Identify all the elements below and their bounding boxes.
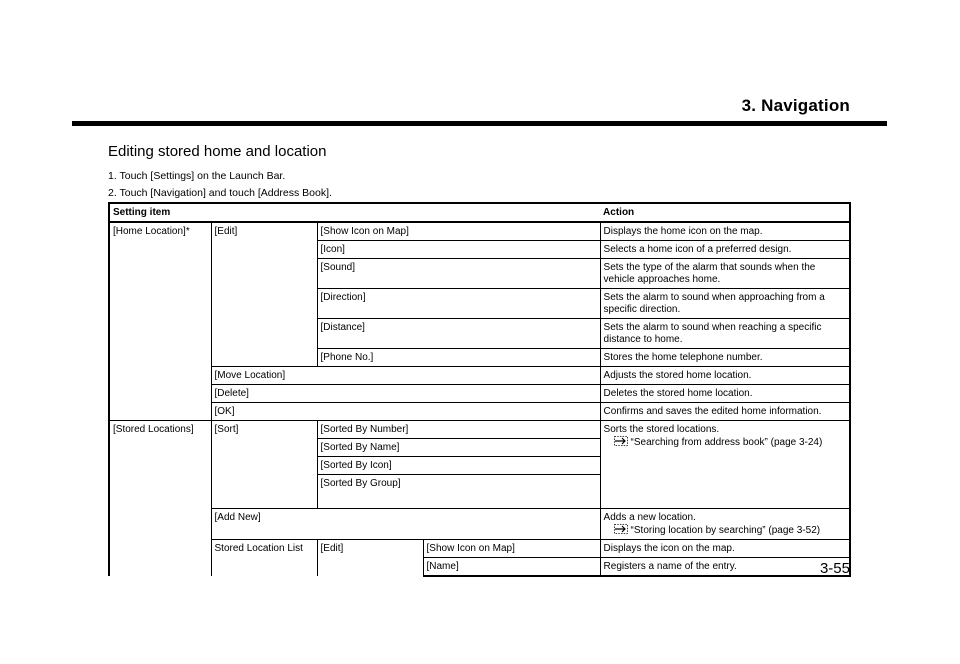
home-edit-cell: [Edit]	[211, 222, 317, 367]
settings-table	[108, 202, 851, 577]
header-rule	[72, 121, 887, 126]
add-new-action-text: Adds a new location.	[603, 512, 696, 523]
stored-name-action: Registers a name of the entry.	[600, 558, 850, 577]
header-setting-item: Setting item	[109, 203, 600, 222]
home-direction-action: Sets the alarm to sound when approaching from a specific direction.	[600, 289, 850, 319]
home-show-icon-action: Displays the home icon on the map.	[600, 222, 850, 241]
home-distance-action: Sets the alarm to sound when reaching a specific distance to home.	[600, 319, 850, 349]
page-number: 3-55	[819, 560, 850, 577]
reference-arrow-icon	[614, 524, 628, 534]
home-phone-cell: [Phone No.]	[317, 349, 600, 367]
step-item: 2. Touch [Navigation] and touch [Address Book].	[108, 187, 332, 199]
home-show-icon-cell: [Show Icon on Map]	[317, 222, 600, 241]
sort-action-text: Sorts the stored locations.	[603, 424, 720, 435]
home-ok-cell: [OK]	[211, 403, 600, 421]
header-action: Action	[600, 203, 850, 222]
sort-action-cell	[600, 421, 850, 509]
add-new-action-cell	[600, 509, 850, 540]
home-delete-action: Deletes the stored home location.	[600, 385, 850, 403]
stored-locations-cell: [Stored Locations]	[109, 421, 211, 577]
home-distance-cell: [Distance]	[317, 319, 600, 349]
reference-arrow-icon	[614, 436, 628, 446]
stored-show-icon-action: Displays the icon on the map.	[600, 540, 850, 558]
sorted-group-cell: [Sorted By Group]	[317, 475, 600, 509]
sort-reference-text: “Searching from address book” (page 3-24)	[630, 437, 823, 448]
section-title: Editing stored home and location	[108, 143, 327, 160]
home-ok-action: Confirms and saves the edited home information.	[600, 403, 850, 421]
home-location-cell: [Home Location]*	[113, 226, 190, 237]
stored-sort-cell: [Sort]	[211, 421, 317, 509]
home-move-cell: [Move Location]	[211, 367, 600, 385]
stored-list-cell: Stored Location List	[211, 540, 317, 577]
sorted-name-cell: [Sorted By Name]	[317, 439, 600, 457]
home-phone-action: Stores the home telephone number.	[600, 349, 850, 367]
stored-list-edit-cell: [Edit]	[317, 540, 423, 577]
add-new-cell: [Add New]	[211, 509, 600, 540]
stored-show-icon-cell: [Show Icon on Map]	[423, 540, 600, 558]
chapter-title: 3. Navigation	[741, 96, 850, 115]
home-sound-action: Sets the type of the alarm that sounds when the vehicle approaches home.	[600, 259, 850, 289]
add-new-reference-text: “Storing location by searching” (page 3-52)	[630, 525, 821, 536]
sorted-icon-cell: [Sorted By Icon]	[317, 457, 600, 475]
step-item: 1. Touch [Settings] on the Launch Bar.	[108, 170, 286, 182]
home-move-action: Adjusts the stored home location.	[600, 367, 850, 385]
home-direction-cell: [Direction]	[317, 289, 600, 319]
sort-reference	[604, 436, 847, 449]
home-icon-cell: [Icon]	[317, 241, 600, 259]
stored-name-cell: [Name]	[423, 558, 600, 577]
home-sound-cell: [Sound]	[317, 259, 600, 289]
steps-list	[108, 168, 332, 202]
home-delete-cell: [Delete]	[211, 385, 600, 403]
add-new-reference	[604, 524, 847, 537]
home-icon-action: Selects a home icon of a preferred design.	[600, 241, 850, 259]
sorted-number-cell: [Sorted By Number]	[317, 421, 600, 439]
